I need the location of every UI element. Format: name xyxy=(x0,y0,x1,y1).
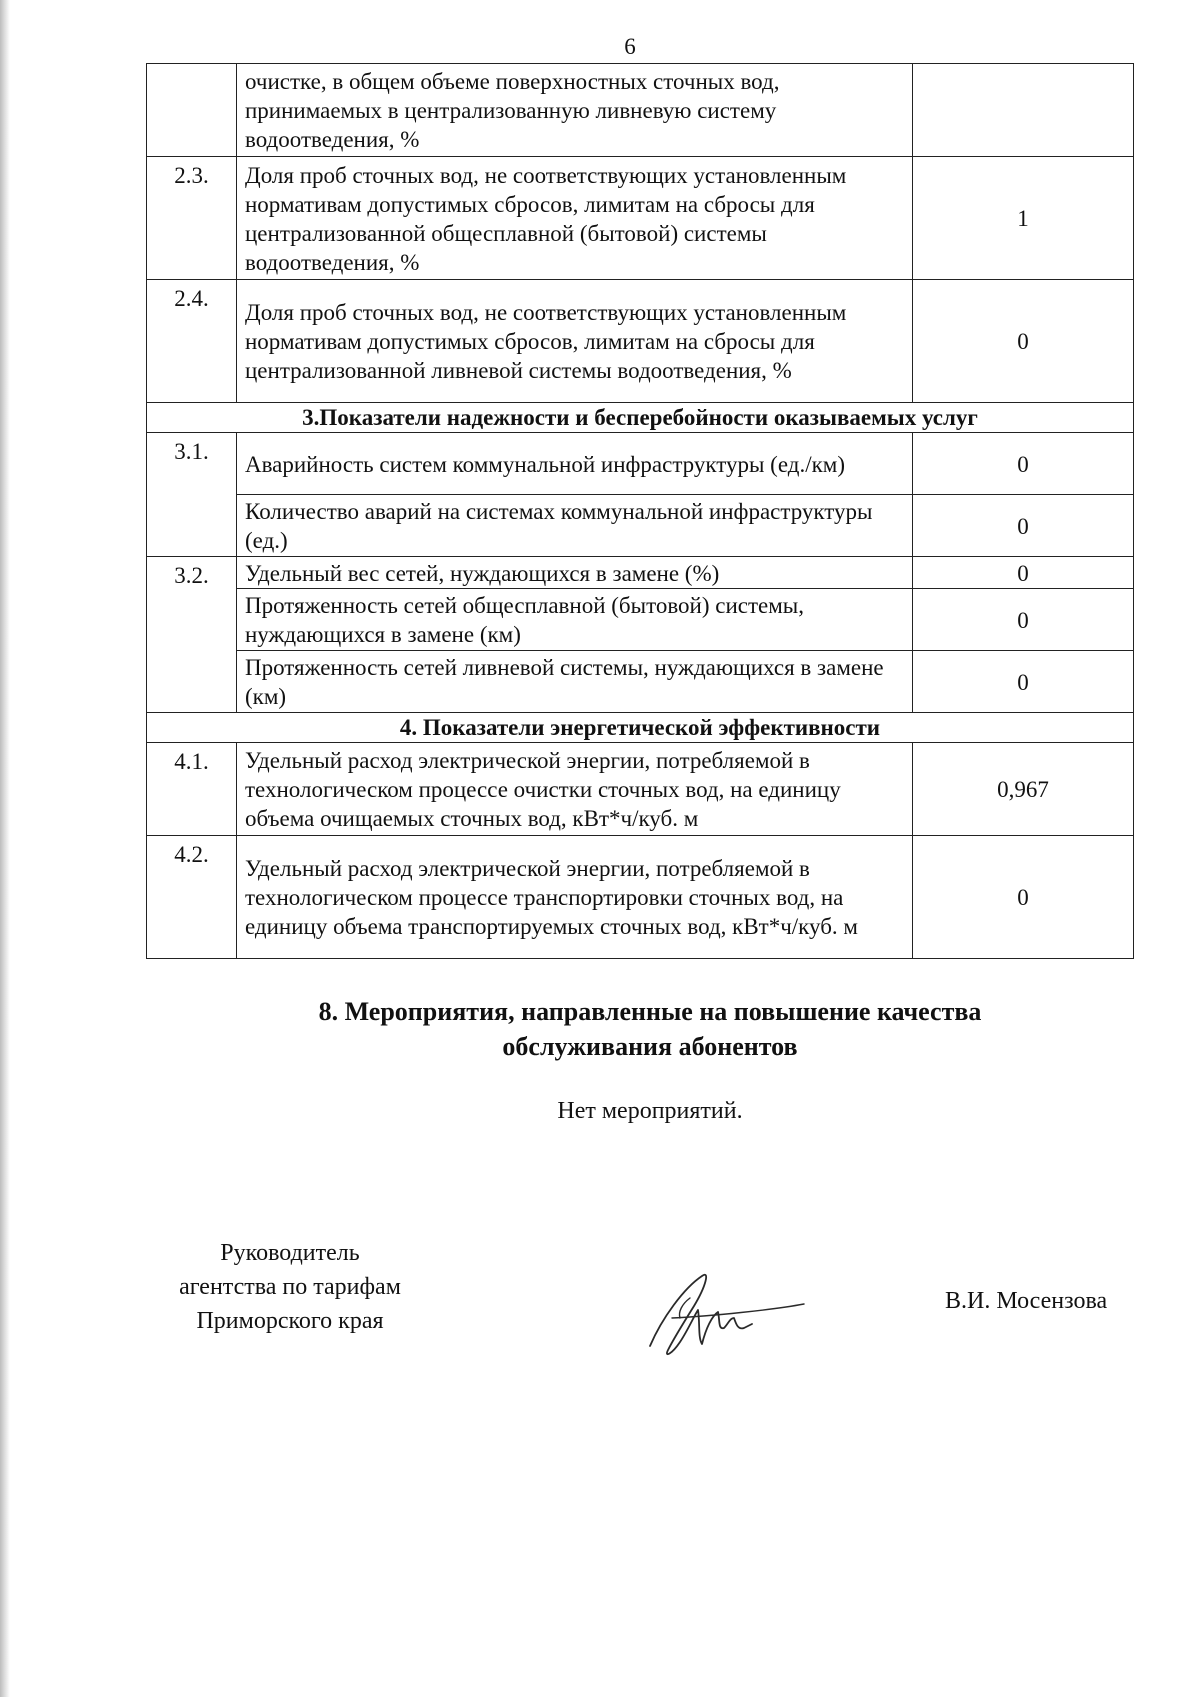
row-number: 2.3. xyxy=(147,157,237,280)
row-description: Протяженность сетей общесплавной (бытовой) системы, нуждающихся в замене (км) xyxy=(237,589,913,651)
table-row xyxy=(147,495,1134,557)
row-description: Удельный расход электрической энергии, потребляемой в технологическом процессе транспортировки сточных вод, на единицу объема транспортируемых сточных вод, кВт*ч/куб. м xyxy=(237,836,913,959)
section-title: 3.Показатели надежности и бесперебойности оказываемых услуг xyxy=(147,403,1134,433)
page-number: 6 xyxy=(624,34,636,59)
row-value: 0 xyxy=(913,557,1134,589)
row-description: Аварийность систем коммунальной инфраструктуры (ед./км) xyxy=(237,433,913,495)
row-description: Удельный расход электрической энергии, потребляемой в технологическом процессе очистки сточных вод, на единицу объема очищаемых сточных вод, кВт*ч/куб. м xyxy=(237,743,913,836)
row-value: 0 xyxy=(913,433,1134,495)
signer-title xyxy=(130,1236,450,1338)
section8-heading xyxy=(200,994,1100,1064)
table-row xyxy=(147,64,1134,157)
table-row xyxy=(147,743,1134,836)
row-number: 4.1. xyxy=(147,743,237,836)
signer-title-line3: Приморского края xyxy=(196,1308,384,1334)
row-number: 4.2. xyxy=(147,836,237,959)
row-number xyxy=(147,64,237,157)
scan-edge xyxy=(0,0,10,1697)
signer-name: В.И. Мосензова xyxy=(945,1288,1108,1314)
row-value: 0 xyxy=(913,836,1134,959)
handwritten-signature xyxy=(632,1258,832,1368)
row-description: Удельный вес сетей, нуждающихся в замене (%) xyxy=(237,557,913,589)
section-row xyxy=(147,713,1134,743)
section-title: 4. Показатели энергетической эффективности xyxy=(147,713,1134,743)
table-row xyxy=(147,433,1134,495)
row-value: 0 xyxy=(913,651,1134,713)
table-row xyxy=(147,557,1134,589)
row-value: 0 xyxy=(913,280,1134,403)
row-number: 3.2. xyxy=(147,557,237,713)
row-description: Доля проб сточных вод, не соответствующих установленным нормативам допустимых сбросов, лимитам на сбросы для централизованной ливневой системы водоотведения, % xyxy=(237,280,913,403)
signer-title-line1: Руководитель xyxy=(220,1240,360,1266)
section-row xyxy=(147,403,1134,433)
row-number: 3.1. xyxy=(147,433,237,557)
row-description: Протяженность сетей ливневой системы, нуждающихся в замене (км) xyxy=(237,651,913,713)
table-row xyxy=(147,651,1134,713)
row-value: 1 xyxy=(913,157,1134,280)
row-description: Доля проб сточных вод, не соответствующих установленным нормативам допустимых сбросов, лимитам на сбросы для централизованной общесплавной (бытовой) системы водоотведения, % xyxy=(237,157,913,280)
table-row xyxy=(147,836,1134,959)
section8-heading-line2: обслуживания абонентов xyxy=(502,1032,798,1061)
row-value xyxy=(913,64,1134,157)
row-value: 0,967 xyxy=(913,743,1134,836)
row-number: 2.4. xyxy=(147,280,237,403)
row-value: 0 xyxy=(913,495,1134,557)
row-description: очистке, в общем объеме поверхностных сточных вод, принимаемых в централизованную ливневую систему водоотведения, % xyxy=(237,64,913,157)
indicators-table xyxy=(146,63,1134,959)
section8-heading-line1: 8. Мероприятия, направленные на повышение качества xyxy=(318,997,982,1026)
table-row xyxy=(147,280,1134,403)
table-row xyxy=(147,589,1134,651)
row-description: Количество аварий на системах коммунальной инфраструктуры (ед.) xyxy=(237,495,913,557)
row-value: 0 xyxy=(913,589,1134,651)
table-row xyxy=(147,157,1134,280)
section8-text: Нет мероприятий. xyxy=(557,1098,743,1124)
signer-title-line2: агентства по тарифам xyxy=(179,1274,401,1300)
